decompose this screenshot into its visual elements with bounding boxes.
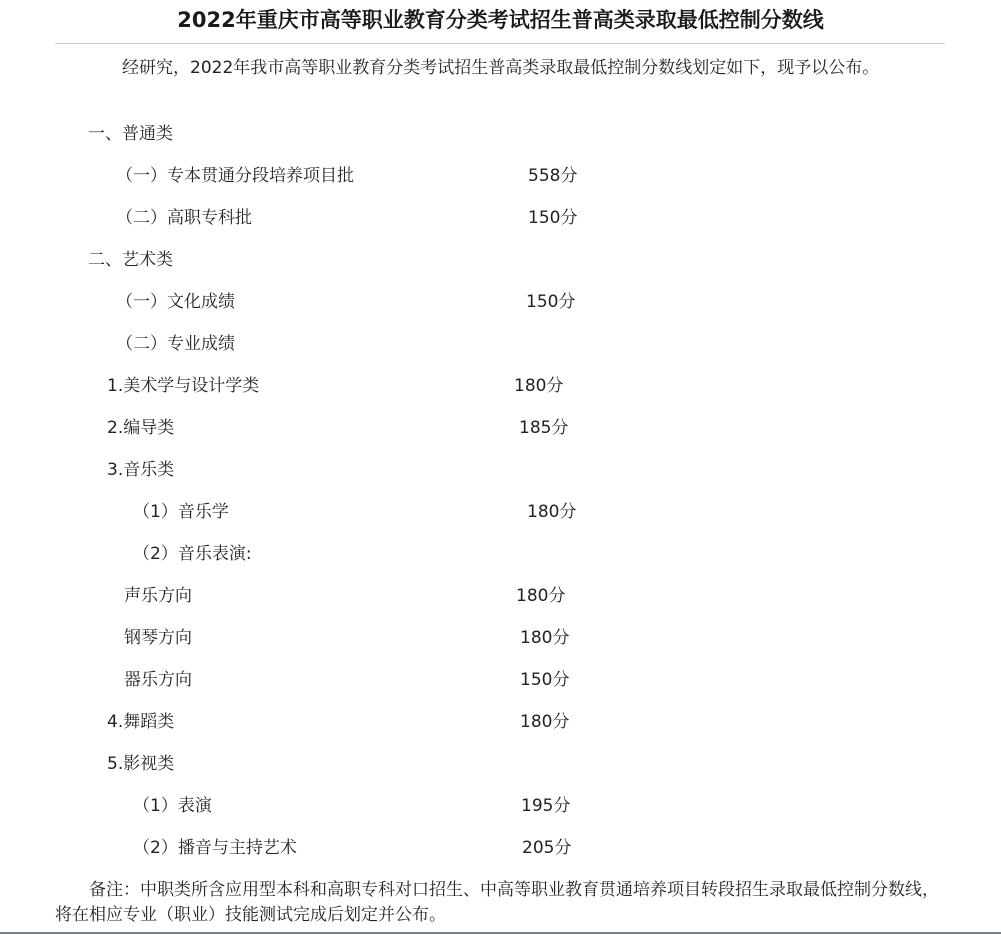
score-row [116, 205, 716, 231]
row-label: 5.影视类 [107, 754, 175, 774]
footnote-text: 备注：中职类所含应用型本科和高职专科对口招生、中高等职业教育贯通培养项目转段招生录取最低控制分数线，将在相应专业（职业）技能测试完成后划定并公布。 [55, 880, 939, 925]
row-score: 180分 [520, 628, 570, 648]
row-score: 150分 [528, 208, 578, 228]
row-label: （一）文化成绩 [116, 292, 235, 312]
intro-paragraph [88, 56, 958, 81]
row-score: 185分 [519, 418, 569, 438]
section-heading-art [88, 247, 688, 273]
row-label: 3.音乐类 [107, 460, 175, 480]
score-row [107, 709, 707, 735]
row-score: 180分 [520, 712, 570, 732]
row-label: （2）播音与主持艺术 [133, 838, 297, 858]
title-divider [55, 43, 945, 44]
page-title: 2022年重庆市高等职业教育分类考试招生普高类录取最低控制分数线 [177, 8, 824, 32]
score-row [133, 835, 733, 861]
subsection-heading [133, 541, 733, 567]
row-label: 二、艺术类 [88, 250, 173, 270]
row-score: 150分 [526, 292, 576, 312]
section-heading-general [88, 121, 688, 147]
row-label: （1）表演 [133, 796, 212, 816]
row-score: 180分 [516, 586, 566, 606]
row-label: （2）音乐表演: [133, 544, 252, 564]
row-label: 钢琴方向 [124, 628, 192, 648]
subsection-heading [107, 751, 707, 777]
row-label: 声乐方向 [124, 586, 192, 606]
row-label: 4.舞蹈类 [107, 712, 175, 732]
footnote [55, 878, 955, 928]
subsection-heading [107, 457, 707, 483]
score-row [124, 583, 724, 609]
score-row [133, 793, 733, 819]
row-label: （二）专业成绩 [116, 334, 235, 354]
row-score: 558分 [528, 166, 578, 186]
row-label: 1.美术学与设计学类 [107, 376, 260, 396]
score-row [107, 373, 707, 399]
row-score: 150分 [520, 670, 570, 690]
row-score: 180分 [514, 376, 564, 396]
row-score: 180分 [527, 502, 577, 522]
intro-text: 经研究，2022年我市高等职业教育分类考试招生普高类录取最低控制分数线划定如下，现予以公布。 [122, 58, 880, 78]
bottom-border [0, 932, 1001, 934]
score-row [133, 499, 733, 525]
row-label: 器乐方向 [124, 670, 192, 690]
row-label: 2.编导类 [107, 418, 175, 438]
subsection-heading [116, 331, 716, 357]
row-score: 195分 [521, 796, 571, 816]
row-label: （二）高职专科批 [116, 208, 252, 228]
row-label: （一）专本贯通分段培养项目批 [116, 166, 354, 186]
row-label: （1）音乐学 [133, 502, 229, 522]
score-row [124, 667, 724, 693]
row-label: 一、普通类 [88, 124, 173, 144]
score-row [116, 289, 716, 315]
score-row [107, 415, 707, 441]
score-row [116, 163, 716, 189]
row-score: 205分 [522, 838, 572, 858]
score-row [124, 625, 724, 651]
